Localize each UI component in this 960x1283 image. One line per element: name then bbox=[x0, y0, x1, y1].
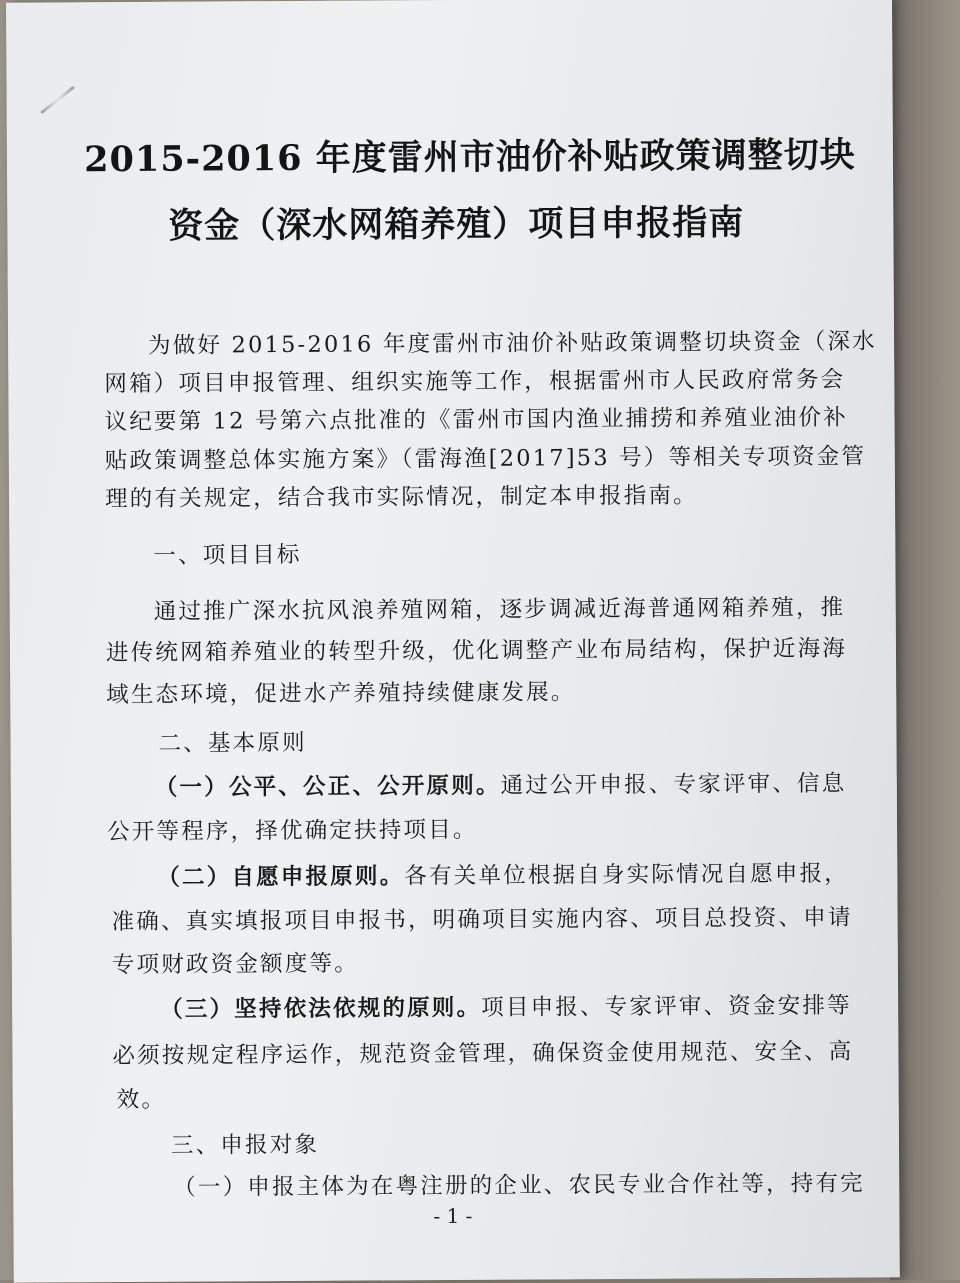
intro-line-3: 议纪要第 12 号第六点批准的《雷州市国内渔业捕捞和养殖业油价补 bbox=[104, 404, 848, 436]
principle-1-title: （一）公平、公正、公开原则。 bbox=[154, 772, 501, 801]
principle-2-line-2: 准确、真实填报项目申报书，明确项目实施内容、项目总投资、申请 bbox=[111, 904, 853, 936]
principle-2-text: 各有关单位根据自身实际情况自愿申报， bbox=[404, 860, 850, 890]
intro-line-5: 理的有关规定，结合我市实际情况，制定本申报指南。 bbox=[104, 482, 698, 513]
desk-edge bbox=[890, 0, 960, 1280]
section-1-line-3: 域生态环境，促进水产养殖持续健康发展。 bbox=[106, 679, 576, 709]
principle-3-line-2: 必须按规定程序运作，规范资金管理，确保资金使用规范、安全、高 bbox=[112, 1038, 854, 1070]
section-1-line-1: 通过推广深水抗风浪养殖网箱，逐步调减近海普通网箱养殖，推 bbox=[153, 594, 846, 625]
principle-1-line-2: 公开等程序，择优确定扶持项目。 bbox=[106, 816, 478, 846]
principle-3-title: （三）坚持依法依规的原则。 bbox=[160, 994, 482, 1023]
intro-line-4: 贴政策调整总体实施方案》（雷海渔[2017]53 号）等相关专项资金管 bbox=[104, 443, 867, 475]
document-page bbox=[6, 0, 900, 1283]
section-3-line-1: （一）申报主体为在粤注册的企业、农民专业合作社等，持有完 bbox=[173, 1170, 865, 1201]
principle-3-line-1 bbox=[160, 988, 852, 1024]
intro-line-1: 为做好 2015-2016 年度雷州市油价补贴政策调整切块资金（深水 bbox=[148, 328, 877, 359]
principle-3-text: 项目申报、专家评审、资金安排等 bbox=[481, 992, 852, 1021]
principle-2-line-3: 专项财政资金额度等。 bbox=[111, 950, 359, 979]
staple-mark bbox=[40, 86, 75, 114]
intro-line-2: 网箱）项目申报管理、组织实施等工作，根据雷州市人民政府常务会 bbox=[104, 366, 846, 398]
principle-1-text: 通过公开申报、专家评审、信息 bbox=[500, 770, 847, 799]
principle-1-line-1 bbox=[155, 766, 847, 802]
section-3-heading: 三、申报对象 bbox=[170, 1131, 320, 1159]
page-number: - 1 - bbox=[433, 1203, 473, 1229]
principle-2-title: （二）自愿申报原则。 bbox=[157, 863, 405, 891]
section-1-heading: 一、项目目标 bbox=[153, 541, 302, 569]
principle-2-line-1 bbox=[157, 856, 849, 892]
section-1-line-2: 进传统网箱养殖业的转型升级，优化调整产业布局结构，保护近海海 bbox=[105, 635, 848, 667]
title-line-1: 2015-2016 年度雷州市油价补贴政策调整切块 bbox=[84, 134, 856, 181]
title-line-2: 资金（深水网箱养殖）项目申报指南 bbox=[168, 202, 745, 247]
principle-3-line-3: 效。 bbox=[116, 1086, 167, 1114]
section-2-heading: 二、基本原则 bbox=[158, 729, 307, 757]
